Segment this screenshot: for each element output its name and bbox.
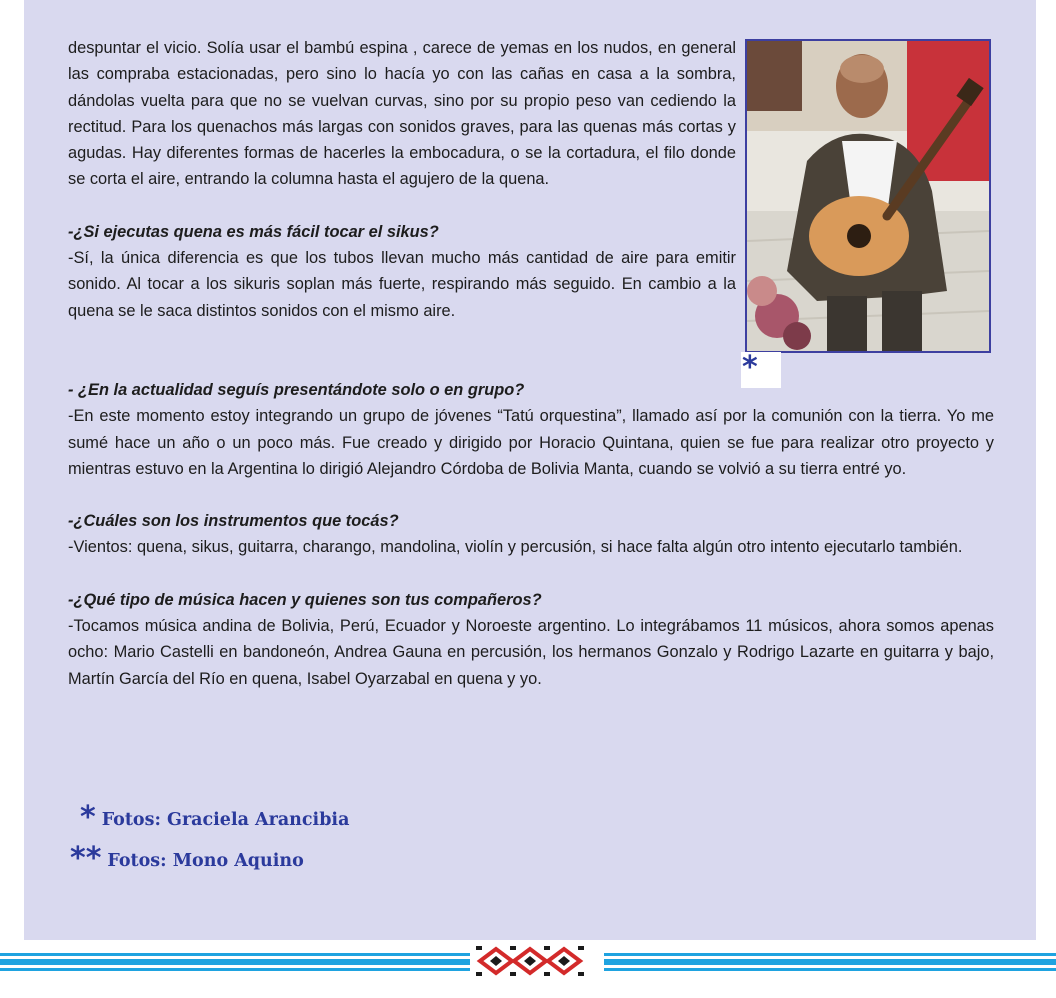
asterisk-icon: * [80,800,96,835]
guitarist-illustration [747,41,989,351]
question-2: - ¿En la actualidad seguís presentándote solo o en grupo? [68,381,525,399]
credit-text: Fotos: Graciela Arancibia [101,810,350,830]
double-asterisk-icon: ** [70,841,102,876]
footer-rule-right [604,953,1056,973]
answer-2: -En este momento estoy integrando un grupo de jóvenes “Tatú orquestina”, llamado así por la comunión con la tierra. Yo me sumé hace un año o un poco más. Fue creado y dirigido por Horacio Quintana, quien se fue para realizar otro proyecto y mientras estuvo en la Argentina lo dirigió Alejandro Córdoba de Bolivia Manta, cuando se volvió a su tierra entré yo. [68,407,994,478]
question-3: -¿Cuáles son los instrumentos que tocás? [68,512,399,531]
photo-credit-1 [80,800,349,835]
photo-credit-2 [70,841,304,876]
question-1: -¿Si ejecutas quena es más fácil tocar el sikus? [68,222,439,241]
guitarist-photo [745,39,991,353]
answer-3: -Vientos: quena, sikus, guitarra, charango, mandolina, violín y percusión, si hace falta algún otro intento ejecutarlo también. [68,538,963,557]
credit-text: Fotos: Mono Aquino [107,851,304,871]
answer-1: -Sí, la única diferencia es que los tubos llevan mucho más cantidad de aire para emitir sonido. Al tocar a los sikuris soplan más fuerte, respirando más seguido. En cambio a la quena se le saca distintos sonidos con el mismo aire. [68,249,736,320]
asterisk-icon: * [742,350,758,385]
andean-ornament-icon [474,944,586,978]
answer-4: -Tocamos música andina de Bolivia, Perú, Ecuador y Noroeste argentino. Lo integrábamos 11 músicos, ahora somos apenas ocho: Mario Castelli en bandoneón, Andrea Gauna en percusión, los hermanos Gonzalo y Rodrigo Lazarte en guitarra y bajo, Martín García del Río en quena, Isabel Oyarzabal en quena y yo. [68,617,994,688]
interview-block [68,377,994,692]
question-4: -¿Qué tipo de música hacen y quienes son tus compañeros? [68,590,542,609]
intro-paragraph: despuntar el vicio. Solía usar el bambú espina , carece de yemas en los nudos, en general las compraba estacionadas, pero sino lo hacía yo con las cañas en casa a la sombra, dándolas vuelta para que no se vuelvan curvas, sino por su propio peso van cediendo la rectitud. Para los quenachos más largas con sonidos graves, para las quenas más cortas y agudas. Hay diferentes formas de hacerles la embocadura, o se la cortadura, el filo donde se corta el aire, entrando la columna hasta el agujero de la quena. [68,39,736,189]
footer-rule-left [0,953,470,973]
intro-paragraph-block [68,35,736,324]
